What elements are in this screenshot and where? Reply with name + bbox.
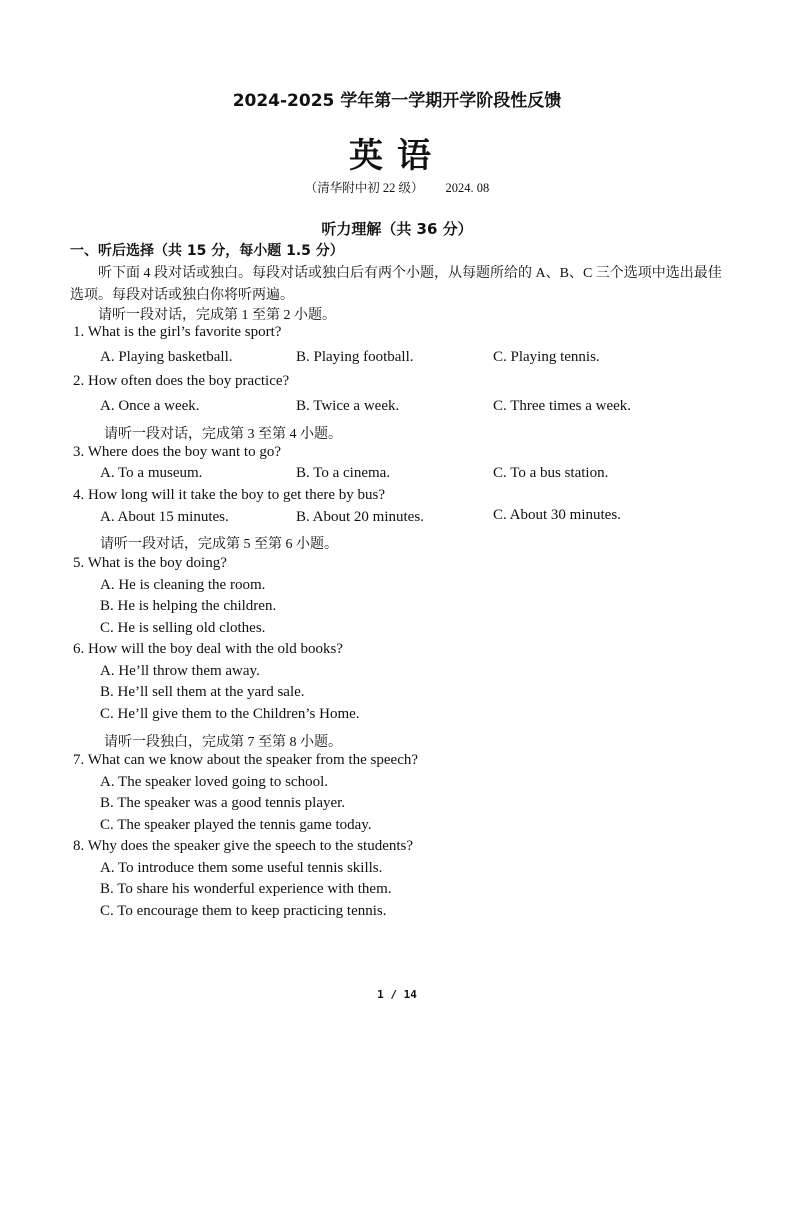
option-a[interactable]: A. He is cleaning the room. [100, 577, 266, 593]
question-stem: 4. How long will it take the boy to get there by bus? [73, 487, 386, 503]
option-c[interactable]: C. To a bus station. [493, 465, 609, 481]
school-class: （清华附中初 22 级） [304, 181, 424, 195]
option-b[interactable]: B. He is helping the children. [100, 598, 277, 614]
listening-prompt: 请听一段独白，完成第 7 至第 8 小题。 [104, 735, 342, 750]
option-a[interactable]: A. Playing basketball. [100, 349, 233, 365]
question-stem: 6. How will the boy deal with the old books? [73, 641, 343, 657]
option-c[interactable]: C. About 30 minutes. [493, 507, 621, 523]
question-stem: 8. Why does the speaker give the speech to the students? [73, 838, 414, 854]
option-b[interactable]: B. To share his wonderful experience with them. [100, 881, 392, 897]
option-a[interactable]: A. He’ll throw them away. [100, 663, 260, 679]
directions-line-1: 听下面 4 段对话或独白。每段对话或独白后有两个小题，从每题所给的 A、B、C 三个选项中选出最佳 [98, 266, 722, 281]
option-a[interactable]: A. Once a week. [100, 398, 200, 414]
option-a[interactable]: A. To introduce them some useful tennis skills. [100, 860, 383, 876]
question-stem: 2. How often does the boy practice? [73, 373, 290, 389]
section-title: 听力理解（共 36 分） [321, 220, 473, 238]
option-c[interactable]: C. He is selling old clothes. [100, 620, 266, 636]
option-b[interactable]: B. He’ll sell them at the yard sale. [100, 684, 305, 700]
part-title: 一、听后选择（共 15 分，每小题 1.5 分） [70, 243, 344, 259]
option-c[interactable]: C. Playing tennis. [493, 349, 600, 365]
option-c[interactable]: C. Three times a week. [493, 398, 632, 414]
listening-prompt: 请听一段对话，完成第 5 至第 6 小题。 [100, 537, 338, 552]
option-a[interactable]: A. The speaker loved going to school. [100, 774, 329, 790]
option-b[interactable]: B. Playing football. [296, 349, 414, 365]
option-b[interactable]: B. About 20 minutes. [296, 509, 424, 525]
exam-date: 2024. 08 [445, 181, 490, 195]
option-a[interactable]: A. About 15 minutes. [100, 509, 229, 525]
exam-title: 2024-2025 学年第一学期开学阶段性反馈 [232, 91, 562, 111]
option-b[interactable]: B. Twice a week. [296, 398, 400, 414]
question-stem: 3. Where does the boy want to go? [73, 444, 282, 460]
exam-meta [0, 178, 794, 196]
question-stem: 7. What can we know about the speaker from the speech? [73, 752, 419, 768]
option-b[interactable]: B. The speaker was a good tennis player. [100, 795, 346, 811]
question-stem: 5. What is the boy doing? [73, 555, 227, 571]
listening-prompt: 请听一段对话，完成第 1 至第 2 小题。 [98, 308, 336, 323]
listening-prompt: 请听一段对话，完成第 3 至第 4 小题。 [104, 427, 342, 442]
option-c[interactable]: C. To encourage them to keep practicing tennis. [100, 903, 387, 919]
question-stem: 1. What is the girl’s favorite sport? [73, 324, 282, 340]
subject-title: 英语 [349, 136, 445, 176]
option-a[interactable]: A. To a museum. [100, 465, 203, 481]
option-c[interactable]: C. The speaker played the tennis game today. [100, 817, 372, 833]
page-number: 1 / 14 [377, 988, 417, 1001]
option-c[interactable]: C. He’ll give them to the Children’s Home. [100, 706, 360, 722]
option-b[interactable]: B. To a cinema. [296, 465, 391, 481]
directions-line-2: 选项。每段对话或独白你将听两遍。 [70, 288, 294, 303]
